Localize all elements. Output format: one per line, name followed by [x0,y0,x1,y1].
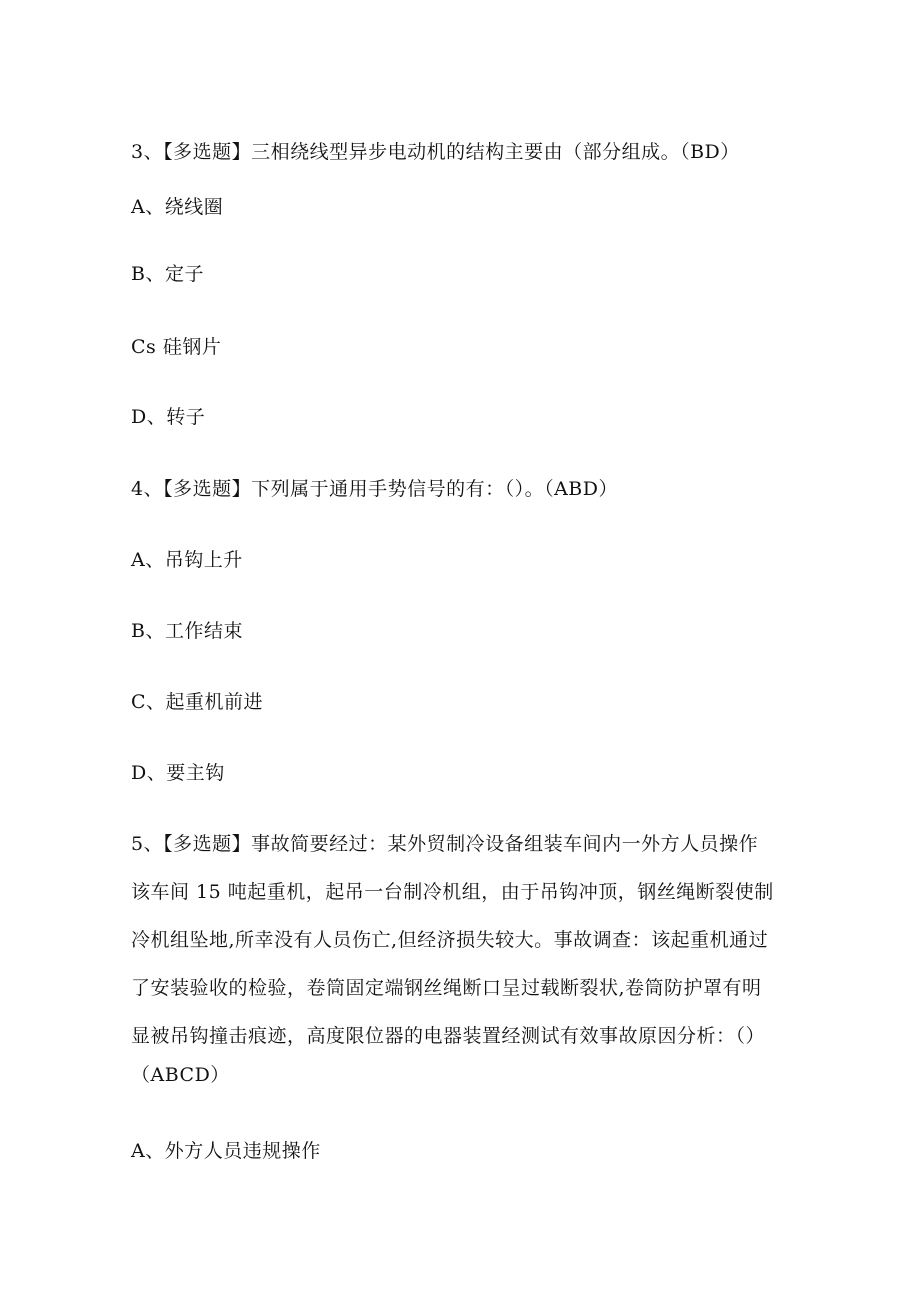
question-5-stem-line-5: 显被吊钩撞击痕迹，高度限位器的电器装置经测试有效事故原因分析：（） [131,1025,766,1047]
question-3-option-b: B、定子 [131,263,204,285]
question-3-option-d: D、转子 [131,406,206,428]
question-4-option-a: A、吊钩上升 [131,549,243,571]
question-5-stem-line-2: 该车间 15 吨起重机，起吊一台制冷机组，由于吊钩冲顶，钢丝绳断裂使制 [131,881,774,903]
question-5-stem-line-3: 冷机组坠地,所幸没有人员伤亡,但经济损失较大。事故调查：该起重机通过 [131,929,769,951]
question-4-option-b: B、工作结束 [131,620,243,642]
question-5-answer: （ABCD） [131,1064,230,1086]
question-5-option-a: A、外方人员违规操作 [131,1140,321,1162]
question-4-option-d: D、要主钩 [131,762,225,784]
question-4-stem: 4、【多选题】下列属于通用手势信号的有：（）。（ABD） [131,478,619,500]
question-5-stem-line-1: 5、【多选题】事故简要经过：某外贸制冷设备组装车间内一外方人员操作 [131,833,759,855]
question-3-option-c: Cs 硅钢片 [131,336,222,358]
question-4-option-c: C、起重机前进 [131,691,264,713]
question-5-stem-line-4: 了安装验收的检验，卷筒固定端钢丝绳断口呈过载断裂状,卷筒防护罩有明 [131,977,762,999]
question-3-stem: 3、【多选题】三相绕线型异步电动机的结构主要由（部分组成。（BD） [131,141,740,163]
question-3-option-a: A、绕线圈 [131,196,224,218]
